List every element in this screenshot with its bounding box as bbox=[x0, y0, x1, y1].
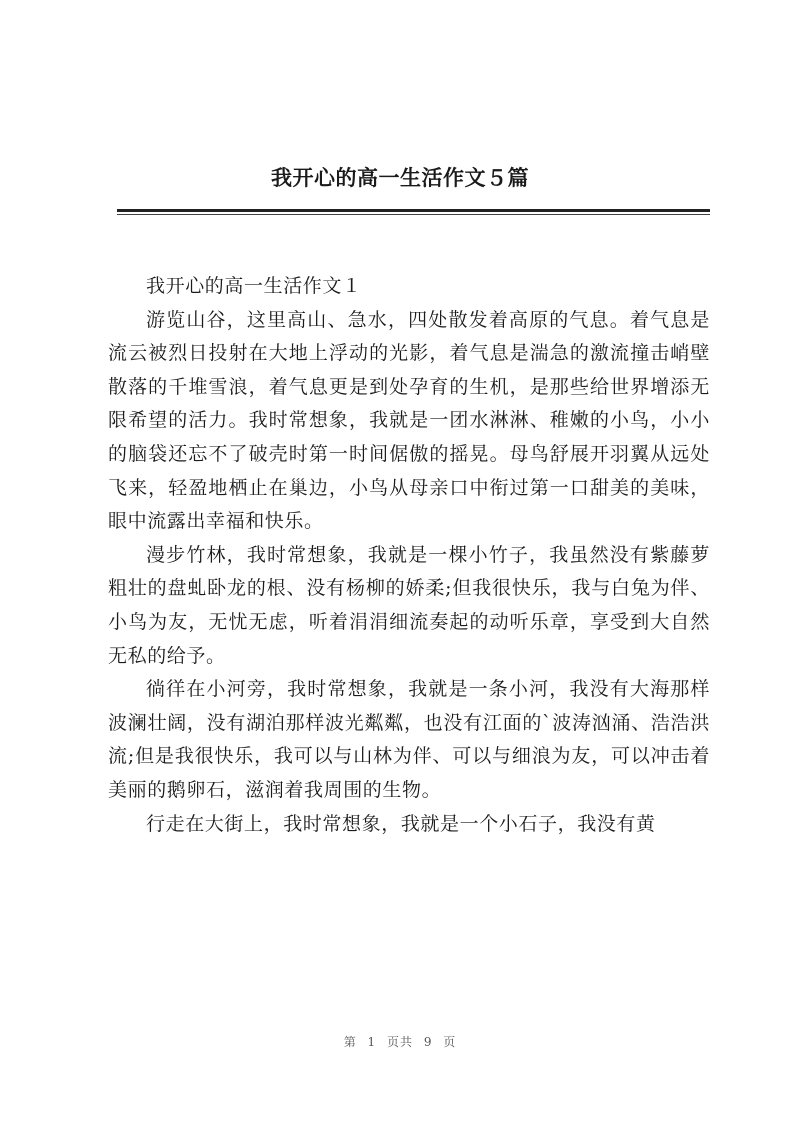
paragraph: 行走在大街上，我时常想象，我就是一个小石子，我没有黄 bbox=[146, 812, 656, 835]
title-divider-thin bbox=[117, 214, 710, 215]
page-number: 第 1 页共 9 页 bbox=[343, 1035, 457, 1049]
document-body bbox=[108, 270, 710, 841]
section-heading: 我开心的高一生活作文１ bbox=[146, 275, 362, 297]
paragraph: 徜徉在小河旁，我时常想象，我就是一条小河，我没有大海那样波澜壮阔，没有湖泊那样波光粼粼，也没有江面的`波涛汹涌、浩浩洪流;但是我很快乐，我可以与山林为伴、可以与细浪为友，可以冲击着美丽的鹅卵石，滋润着我周围的生物。 bbox=[108, 678, 710, 801]
document-title: 我开心的高一生活作文５篇 bbox=[271, 165, 529, 190]
paragraph: 游览山谷，这里高山、急水，四处散发着高原的气息。着气息是流云被烈日投射在大地上浮动的光影，着气息是湍急的激流撞击峭壁散落的千堆雪浪，着气息更是到处孕育的生机，是那些给世界增添无限希望的活力。我时常想象，我就是一团水淋淋、稚嫩的小鸟，小小的脑袋还忘不了破壳时第一时间倨傲的摇晃。母鸟舒展开羽翼从远处飞来，轻盈地栖止在巢边，小鸟从母亲口中衔过第一口甜美的美味，眼中流露出幸福和快乐。 bbox=[108, 308, 710, 533]
title-divider bbox=[117, 209, 710, 212]
paragraph: 漫步竹林，我时常想象，我就是一棵小竹子，我虽然没有紫藤萝粗壮的盘虬卧龙的根、没有杨柳的娇柔;但我很快乐，我与白兔为伴、小鸟为友，无忧无虑，听着涓涓细流奏起的动听乐章，享受到大自然无私的给予。 bbox=[108, 543, 710, 667]
